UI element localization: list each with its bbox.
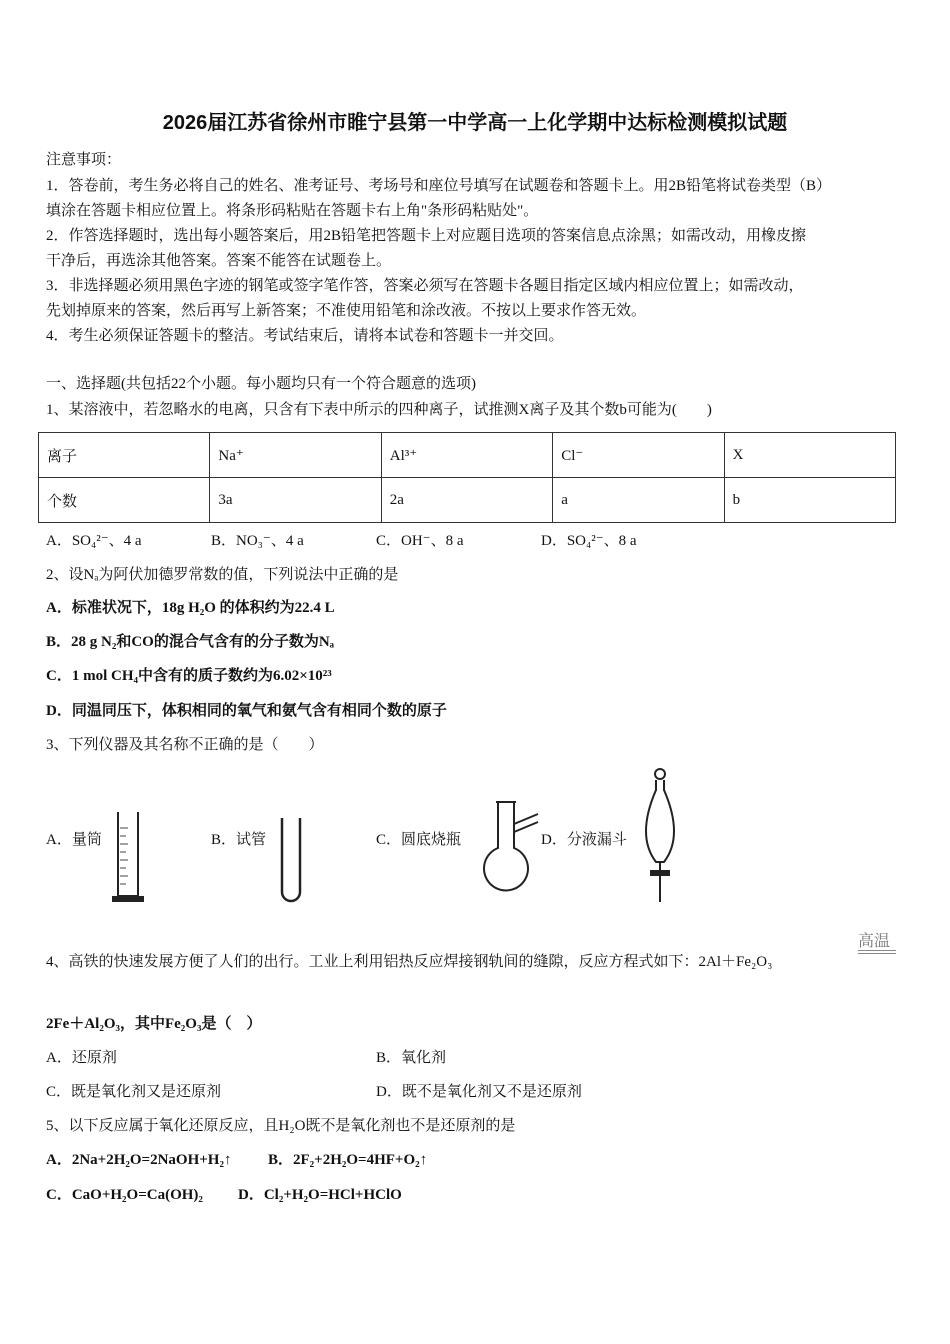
q1-option-b: B．NO₃⁻、4 a <box>211 533 304 549</box>
table-row <box>39 478 896 523</box>
question-4-stem-cont: 2Fe＋Al₂O₃，其中Fe₂O₃是（ ） <box>46 1016 262 1032</box>
q4-option-c: C．既是氧化剂又是还原剂 <box>46 1084 222 1100</box>
q5-option-b: B．2F₂+2H₂O=4HF+O₂↑ <box>268 1152 428 1168</box>
table-cell: Al³⁺ <box>381 433 552 478</box>
q3-option-d: D．分液漏斗 <box>541 832 627 848</box>
notice-heading: 注意事项： <box>46 152 122 168</box>
q4-option-a: A．还原剂 <box>46 1050 117 1066</box>
reaction-double-line <box>858 950 896 954</box>
q4-option-d: D．既不是氧化剂又不是还原剂 <box>376 1084 582 1100</box>
notice-line: 4．考生必须保证答题卡的整洁。考试结束后，请将本试卷和答题卡一并交回。 <box>46 328 564 344</box>
q1-option-d: D．SO₄²⁻、8 a <box>541 533 637 549</box>
q5-option-a: A．2Na+2H₂O=2NaOH+H₂↑ <box>46 1152 232 1168</box>
table-row <box>39 433 896 478</box>
notice-line: 干净后，再选涂其他答案。答案不能答在试题卷上。 <box>46 253 392 269</box>
notice-line: 3．非选择题必须用黑色字迹的钢笔或签字笔作答，答案必须写在答题卡各题目指定区域内相应位置上；如需改动， <box>46 278 804 294</box>
table-cell: 3a <box>210 478 381 523</box>
ion-table <box>38 432 896 523</box>
q2-option-b: B．28 g N₂和CO的混合气含有的分子数为Nₐ <box>46 634 335 650</box>
q3-option-c: C．圆底烧瓶 <box>376 832 462 848</box>
notice-line: 1．答卷前，考生务必将自己的姓名、准考证号、考场号和座位号填写在试题卷和答题卡上。用2B铅笔将试卷类型（B） <box>46 178 832 194</box>
table-cell: 2a <box>381 478 552 523</box>
question-2-stem: 2、设Nₐ为阿伏加德罗常数的值，下列说法中正确的是 <box>46 567 399 583</box>
table-cell: b <box>724 478 895 523</box>
test-tube-icon <box>278 816 304 906</box>
table-cell: X <box>724 433 895 478</box>
q3-option-a: A．量筒 <box>46 832 102 848</box>
q3-option-b: B．试管 <box>211 832 267 848</box>
table-cell: a <box>553 478 724 523</box>
graduated-cylinder-icon <box>108 808 148 906</box>
q1-option-a: A．SO₄²⁻、4 a <box>46 533 142 549</box>
q2-option-c: C．1 mol CH₄中含有的质子数约为6.02×10²³ <box>46 668 332 684</box>
notice-line: 2．作答选择题时，选出每小题答案后，用2B铅笔把答题卡上对应题目选项的答案信息点涂黑；如需改动，用橡皮擦 <box>46 228 807 244</box>
q1-option-c: C．OH⁻、8 a <box>376 533 464 549</box>
table-cell: Cl⁻ <box>553 433 724 478</box>
question-5-stem: 5、以下反应属于氧化还原反应，且H₂O既不是氧化剂也不是还原剂的是 <box>46 1118 516 1134</box>
question-3-stem: 3、下列仪器及其名称不正确的是（ ） <box>46 737 324 753</box>
q2-option-d: D．同温同压下，体积相同的氧气和氨气含有相同个数的原子 <box>46 703 447 719</box>
section-heading: 一、选择题(共包括22个小题。每小题均只有一个符合题意的选项) <box>46 376 476 392</box>
table-cell: Na⁺ <box>210 433 381 478</box>
notice-line: 先划掉原来的答案，然后再写上新答案；不准使用铅笔和涂改液。不按以上要求作答无效。 <box>46 303 647 319</box>
table-cell: 离子 <box>39 433 210 478</box>
round-bottom-flask-icon <box>470 798 545 903</box>
question-4-stem: 4、高铁的快速发展方便了人们的出行。工业上利用铝热反应焊接钢轨间的缝隙，反应方程式如下：2Al＋Fe₂O₃ <box>46 954 773 970</box>
reaction-condition: 高温 <box>858 933 891 950</box>
question-1-stem: 1、某溶液中，若忽略水的电离，只含有下表中所示的四种离子，试推测X离子及其个数b可能为( ) <box>46 402 712 418</box>
q4-option-b: B．氧化剂 <box>376 1050 447 1066</box>
table-cell: 个数 <box>39 478 210 523</box>
page-title: 2026届江苏省徐州市睢宁县第一中学高一上化学期中达标检测模拟试题 <box>162 112 788 134</box>
notice-line: 填涂在答题卡相应位置上。将条形码粘贴在答题卡右上角"条形码粘贴处"。 <box>46 203 539 219</box>
q2-option-a: A．标准状况下，18g H₂O 的体积约为22.4 L <box>46 600 335 616</box>
separatory-funnel-icon <box>630 766 690 906</box>
q5-option-d: D．Cl₂+H₂O=HCl+HClO <box>238 1187 402 1203</box>
q5-option-c: C．CaO+H₂O=Ca(OH)₂ <box>46 1187 203 1203</box>
